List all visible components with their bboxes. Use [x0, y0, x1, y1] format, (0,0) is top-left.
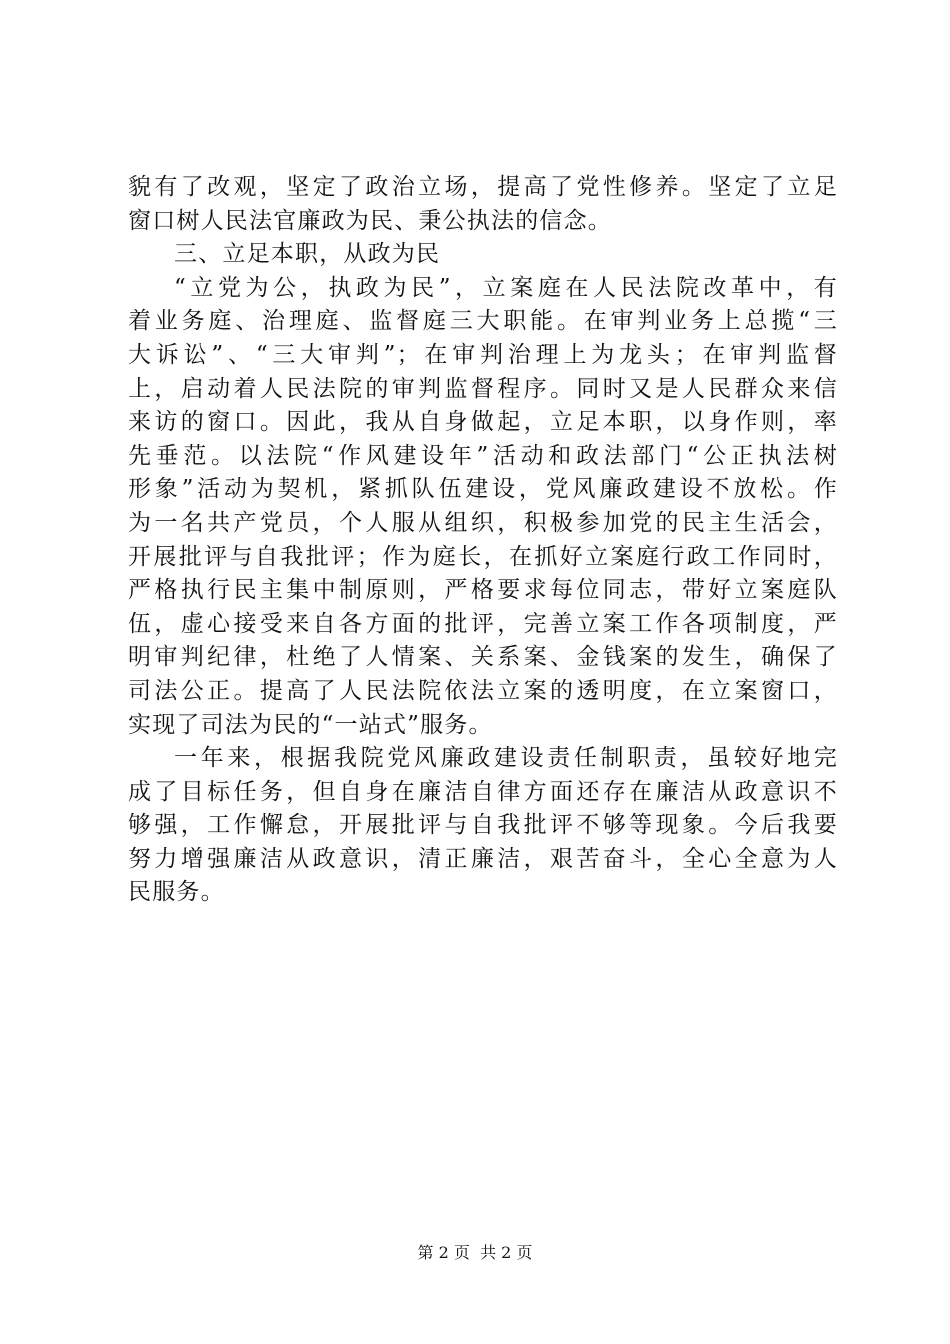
text-line: 上，启动着人民法院的审判监督程序。同时又是人民群众来信: [128, 375, 838, 402]
section-heading: 三、立足本职，从政为民: [174, 241, 441, 268]
text-line: 严格执行民主集中制原则，严格要求每位同志，带好立案庭队: [128, 577, 838, 604]
text-line: 形象”活动为契机，紧抓队伍建设，党风廉政建设不放松。作: [128, 476, 838, 503]
text-line: 伍，虚心接受来自各方面的批评，完善立案工作各项制度，严: [128, 610, 838, 637]
text-line: 司法公正。提高了人民法院依法立案的透明度，在立案窗口，: [128, 677, 838, 704]
text-line: 努力增强廉洁从政意识，清正廉洁，艰苦奋斗，全心全意为人: [128, 845, 838, 872]
text-line: 一年来，根据我院党风廉政建设责任制职责，虽较好地完: [174, 745, 838, 772]
text-line: 着业务庭、治理庭、监督庭三大职能。在审判业务上总揽“三: [128, 308, 838, 335]
document-body: [128, 171, 838, 910]
text-line: 明审判纪律，杜绝了人情案、关系案、金钱案的发生，确保了: [128, 644, 838, 671]
text-line: 为一名共产党员，个人服从组织，积极参加党的民主生活会，: [128, 509, 838, 536]
text-line: “立党为公，执政为民”，立案庭在人民法院改革中，有: [174, 274, 838, 301]
text-line: 来访的窗口。因此，我从自身做起，立足本职，以身作则，率: [128, 409, 838, 436]
text-line: 先垂范。以法院“作风建设年”活动和政法部门“公正执法树: [128, 442, 838, 469]
text-line: 开展批评与自我批评；作为庭长，在抓好立案庭行政工作同时，: [128, 543, 838, 570]
page-number-label: 第 2 页 共 2 页: [417, 1243, 533, 1262]
text-line: 窗口树人民法官廉政为民、秉公执法的信念。: [128, 207, 612, 234]
text-line: 貌有了改观，坚定了政治立场，提高了党性修养。坚定了立足: [128, 174, 838, 200]
page-footer: [0, 1243, 950, 1263]
text-line: 大诉讼”、“三大审判”；在审判治理上为龙头；在审判监督: [128, 341, 838, 368]
text-line: 实现了司法为民的“一站式”服务。: [128, 711, 493, 738]
text-line: 成了目标任务，但自身在廉洁自律方面还存在廉洁从政意识不: [128, 778, 838, 805]
text-line: 够强，工作懈怠，开展批评与自我批评不够等现象。今后我要: [128, 812, 838, 839]
text-line: 民服务。: [128, 879, 225, 906]
